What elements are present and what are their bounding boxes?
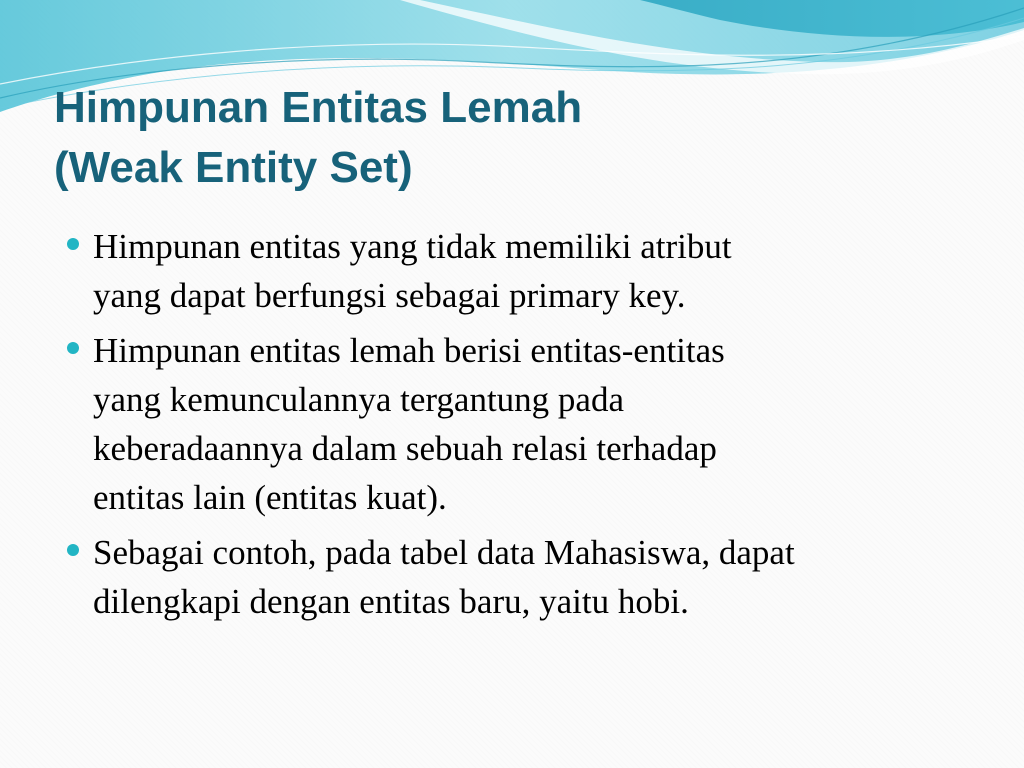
bullet-item-1 — [64, 222, 964, 320]
bullet-line: Himpunan entitas lemah berisi entitas-entitas — [93, 331, 725, 370]
bullet-line: Sebagai contoh, pada tabel data Mahasiswa, dapat — [93, 533, 795, 572]
bullet-line: yang kemunculannya tergantung pada — [93, 380, 624, 419]
bullet-line: keberadaannya dalam sebuah relasi terhadap — [93, 429, 717, 468]
bullet-dot-icon — [67, 544, 79, 556]
bullet-list — [64, 222, 964, 632]
bullet-item-2 — [64, 326, 964, 522]
slide-title-line-1: Himpunan Entitas Lemah — [54, 83, 583, 132]
bullet-dot-icon — [67, 342, 79, 354]
bullet-line: entitas lain (entitas kuat). — [93, 478, 447, 517]
bullet-item-3 — [64, 528, 964, 626]
bullet-line: Himpunan entitas yang tidak memiliki atribut — [93, 227, 732, 266]
slide-title-line-2: (Weak Entity Set) — [54, 143, 413, 192]
slide-title — [54, 78, 954, 198]
bullet-line: yang dapat berfungsi sebagai primary key. — [93, 276, 686, 315]
bullet-line: dilengkapi dengan entitas baru, yaitu hobi. — [93, 582, 689, 621]
bullet-dot-icon — [67, 238, 79, 250]
